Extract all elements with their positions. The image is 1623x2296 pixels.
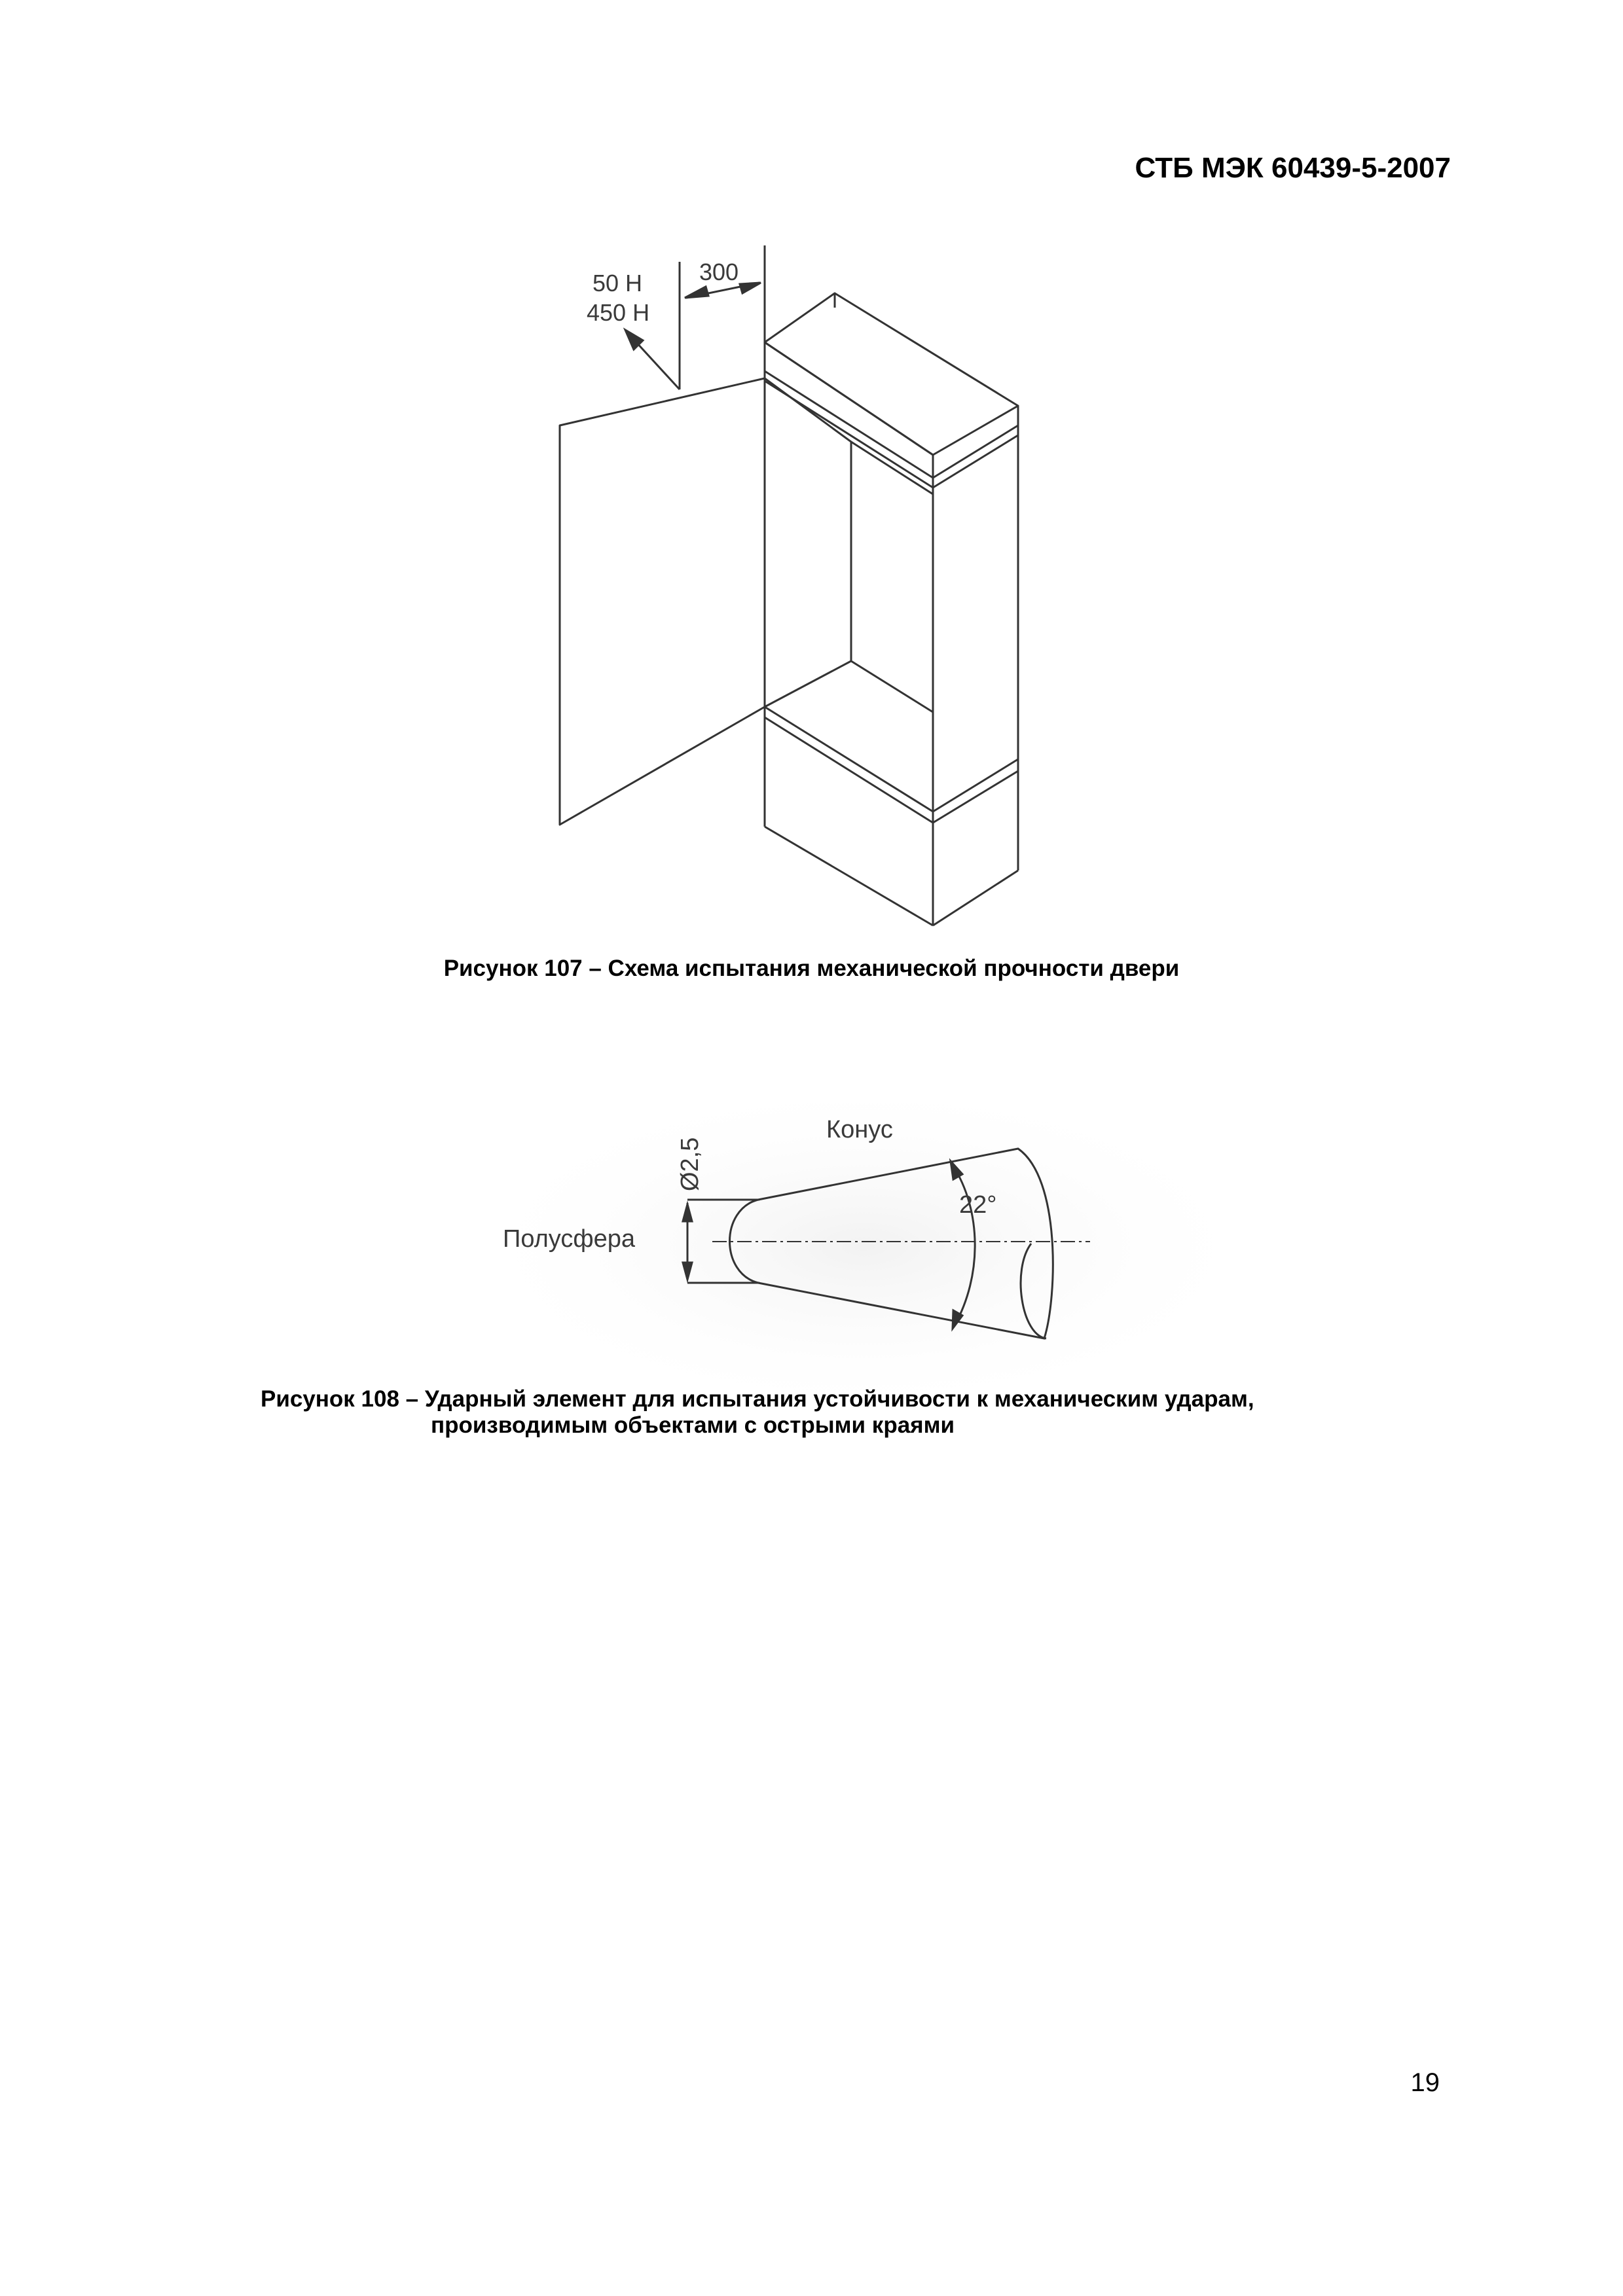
page-number: 19	[1410, 2068, 1440, 2097]
diameter-label: Ø2,5	[676, 1137, 704, 1191]
figure-107-caption: Рисунок 107 – Схема испытания механической прочности двери	[443, 956, 1180, 981]
force-label-450: 450 Н	[587, 299, 650, 326]
document-header: СТБ МЭК 60439-5-2007	[1135, 152, 1451, 184]
figure-108-caption-line2: производимым объектами с острыми краями	[431, 1412, 955, 1438]
hemisphere-label: Полусфера	[503, 1225, 636, 1253]
force-label-50: 50 Н	[593, 270, 643, 296]
cone-label: Конус	[826, 1116, 893, 1143]
distance-label: 300	[699, 259, 739, 285]
angle-label: 22°	[959, 1191, 997, 1219]
figure-108-caption-line1: Рисунок 108 – Ударный элемент для испытания устойчивости к механическим ударам,	[261, 1386, 1254, 1412]
